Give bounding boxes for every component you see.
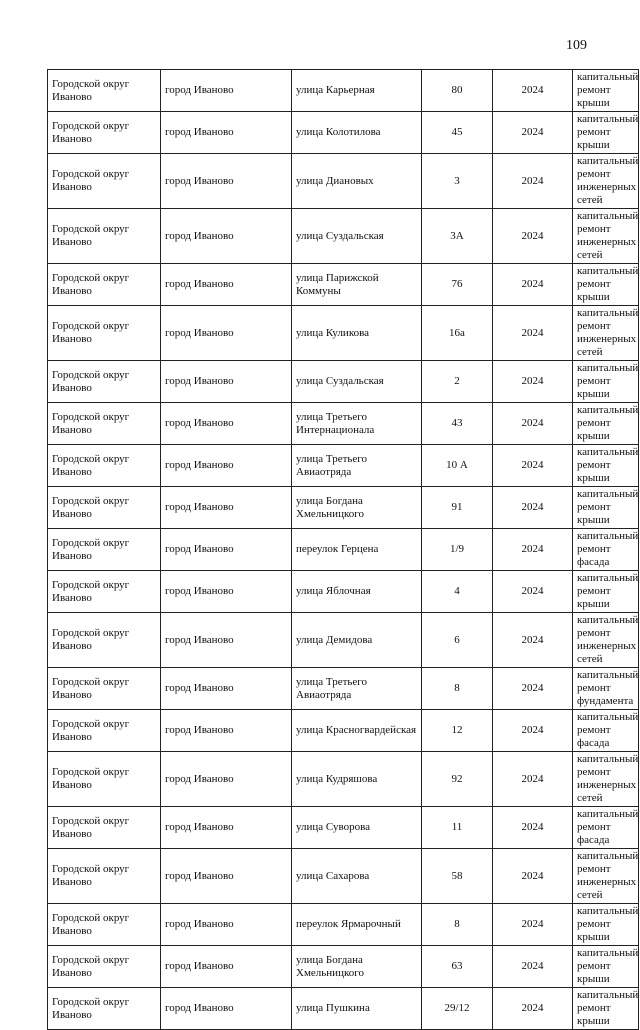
work-type-cell: капитальный ремонт инженерных сетей [573,752,639,807]
district-cell: Городской округ Иваново [48,710,161,752]
year-cell: 2024 [493,487,573,529]
table-row [48,752,639,807]
table-row [48,209,639,264]
year-cell: 2024 [493,807,573,849]
house-number-cell: 10 А [422,445,493,487]
year-cell: 2024 [493,668,573,710]
table-row [48,306,639,361]
house-number-cell: 29/12 [422,988,493,1030]
work-type-cell: капитальный ремонт крыши [573,361,639,403]
district-cell: Городской округ Иваново [48,445,161,487]
table-row [48,529,639,571]
district-cell: Городской округ Иваново [48,529,161,571]
city-cell: город Иваново [161,154,292,209]
house-number-cell: 11 [422,807,493,849]
work-type-cell: капитальный ремонт фасада [573,710,639,752]
year-cell: 2024 [493,529,573,571]
work-type-cell: капитальный ремонт инженерных сетей [573,849,639,904]
district-cell: Городской округ Иваново [48,112,161,154]
table-row [48,403,639,445]
district-cell: Городской округ Иваново [48,154,161,209]
district-cell: Городской округ Иваново [48,264,161,306]
work-type-cell: капитальный ремонт крыши [573,264,639,306]
district-cell: Городской округ Иваново [48,807,161,849]
street-cell: улица Колотилова [292,112,422,154]
house-number-cell: 3А [422,209,493,264]
year-cell: 2024 [493,264,573,306]
work-type-cell: капитальный ремонт фундамента [573,668,639,710]
house-number-cell: 6 [422,613,493,668]
city-cell: город Иваново [161,264,292,306]
work-type-cell: капитальный ремонт крыши [573,70,639,112]
house-number-cell: 8 [422,904,493,946]
district-cell: Городской округ Иваново [48,306,161,361]
house-number-cell: 92 [422,752,493,807]
street-cell: переулок Герцена [292,529,422,571]
district-cell: Городской округ Иваново [48,668,161,710]
district-cell: Городской округ Иваново [48,904,161,946]
page-number: 109 [566,38,587,53]
work-type-cell: капитальный ремонт крыши [573,988,639,1030]
work-type-cell: капитальный ремонт крыши [573,445,639,487]
street-cell: улица Суздальская [292,209,422,264]
street-cell: улица Пушкина [292,988,422,1030]
house-number-cell: 58 [422,849,493,904]
district-cell: Городской округ Иваново [48,361,161,403]
district-cell: Городской округ Иваново [48,571,161,613]
house-number-cell: 8 [422,668,493,710]
work-type-cell: капитальный ремонт инженерных сетей [573,154,639,209]
city-cell: город Иваново [161,361,292,403]
year-cell: 2024 [493,154,573,209]
year-cell: 2024 [493,613,573,668]
city-cell: город Иваново [161,752,292,807]
city-cell: город Иваново [161,946,292,988]
city-cell: город Иваново [161,807,292,849]
street-cell: улица Куликова [292,306,422,361]
district-cell: Городской округ Иваново [48,487,161,529]
district-cell: Городской округ Иваново [48,849,161,904]
year-cell: 2024 [493,988,573,1030]
street-cell: улица Третьего Интернационала [292,403,422,445]
year-cell: 2024 [493,752,573,807]
house-number-cell: 12 [422,710,493,752]
work-type-cell: капитальный ремонт инженерных сетей [573,209,639,264]
street-cell: улица Диановых [292,154,422,209]
street-cell: улица Кудряшова [292,752,422,807]
street-cell: переулок Ярмарочный [292,904,422,946]
district-cell: Городской округ Иваново [48,988,161,1030]
street-cell: улица Демидова [292,613,422,668]
district-cell: Городской округ Иваново [48,70,161,112]
table-row [48,946,639,988]
table-row [48,668,639,710]
city-cell: город Иваново [161,988,292,1030]
house-number-cell: 76 [422,264,493,306]
street-cell: улица Яблочная [292,571,422,613]
year-cell: 2024 [493,112,573,154]
street-cell: улица Карьерная [292,70,422,112]
work-type-cell: капитальный ремонт крыши [573,112,639,154]
work-type-cell: капитальный ремонт крыши [573,571,639,613]
house-number-cell: 43 [422,403,493,445]
house-number-cell: 2 [422,361,493,403]
street-cell: улица Красногвардейская [292,710,422,752]
city-cell: город Иваново [161,403,292,445]
street-cell: улица Богдана Хмельницкого [292,946,422,988]
house-number-cell: 91 [422,487,493,529]
table-row [48,904,639,946]
city-cell: город Иваново [161,849,292,904]
city-cell: город Иваново [161,529,292,571]
district-cell: Городской округ Иваново [48,403,161,445]
house-number-cell: 16а [422,306,493,361]
house-number-cell: 63 [422,946,493,988]
city-cell: город Иваново [161,613,292,668]
work-type-cell: капитальный ремонт крыши [573,946,639,988]
table-row [48,849,639,904]
year-cell: 2024 [493,445,573,487]
street-cell: улица Парижской Коммуны [292,264,422,306]
year-cell: 2024 [493,361,573,403]
repair-schedule-table [47,69,639,1030]
city-cell: город Иваново [161,306,292,361]
table-row [48,807,639,849]
table-row [48,487,639,529]
work-type-cell: капитальный ремонт инженерных сетей [573,613,639,668]
street-cell: улица Сахарова [292,849,422,904]
street-cell: улица Богдана Хмельницкого [292,487,422,529]
street-cell: улица Суздальская [292,361,422,403]
table-row [48,613,639,668]
table-row [48,571,639,613]
table-row [48,154,639,209]
district-cell: Городской округ Иваново [48,613,161,668]
street-cell: улица Суворова [292,807,422,849]
table-row [48,264,639,306]
year-cell: 2024 [493,571,573,613]
street-cell: улица Третьего Авиаотряда [292,445,422,487]
year-cell: 2024 [493,946,573,988]
table-row [48,70,639,112]
table-row [48,112,639,154]
city-cell: город Иваново [161,445,292,487]
year-cell: 2024 [493,403,573,445]
district-cell: Городской округ Иваново [48,752,161,807]
year-cell: 2024 [493,306,573,361]
work-type-cell: капитальный ремонт фасада [573,807,639,849]
house-number-cell: 80 [422,70,493,112]
house-number-cell: 1/9 [422,529,493,571]
city-cell: город Иваново [161,487,292,529]
year-cell: 2024 [493,209,573,264]
table-row [48,445,639,487]
house-number-cell: 45 [422,112,493,154]
district-cell: Городской округ Иваново [48,946,161,988]
work-type-cell: капитальный ремонт крыши [573,904,639,946]
city-cell: город Иваново [161,209,292,264]
city-cell: город Иваново [161,112,292,154]
year-cell: 2024 [493,849,573,904]
work-type-cell: капитальный ремонт крыши [573,403,639,445]
district-cell: Городской округ Иваново [48,209,161,264]
table-row [48,361,639,403]
city-cell: город Иваново [161,668,292,710]
work-type-cell: капитальный ремонт крыши [573,487,639,529]
street-cell: улица Третьего Авиаотряда [292,668,422,710]
house-number-cell: 4 [422,571,493,613]
table-body [48,70,639,1030]
city-cell: город Иваново [161,571,292,613]
city-cell: город Иваново [161,904,292,946]
house-number-cell: 3 [422,154,493,209]
year-cell: 2024 [493,710,573,752]
year-cell: 2024 [493,904,573,946]
city-cell: город Иваново [161,710,292,752]
table-row [48,988,639,1030]
table-row [48,710,639,752]
city-cell: город Иваново [161,70,292,112]
work-type-cell: капитальный ремонт фасада [573,529,639,571]
work-type-cell: капитальный ремонт инженерных сетей [573,306,639,361]
year-cell: 2024 [493,70,573,112]
